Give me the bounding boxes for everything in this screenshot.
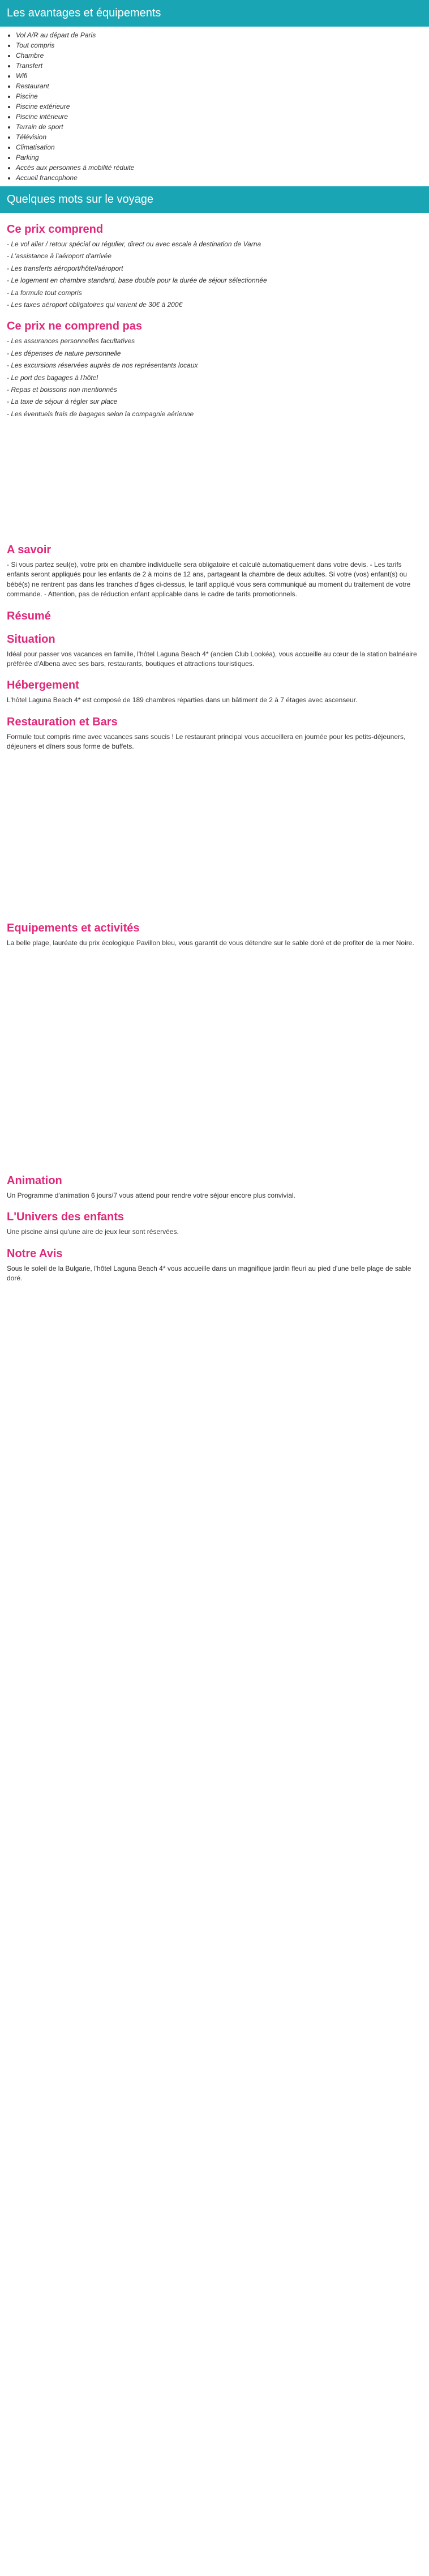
- advantage-item: • Parking: [16, 153, 429, 161]
- situation-title: Situation: [7, 633, 55, 646]
- list-item: - Les assurances personnelles facultatives: [7, 337, 135, 345]
- avis-title: Notre Avis: [7, 1247, 63, 1260]
- animation-text: Un Programme d'animation 6 jours/7 vous attend pour rendre votre séjour encore plus convivial.: [7, 1191, 295, 1199]
- includes-title: Ce prix comprend: [7, 223, 104, 236]
- list-item: - Les excursions réservées auprès de nos représentants locaux: [7, 361, 198, 370]
- includes-list: [0, 240, 429, 310]
- advantage-item: • Chambre: [16, 52, 429, 59]
- advantage-item: • Terrain de sport: [16, 123, 429, 131]
- advantage-item: • Wifi: [16, 72, 429, 80]
- advantage-item: • Tout compris: [16, 41, 429, 49]
- savoir-title: A savoir: [7, 544, 52, 557]
- kids-title: L'Univers des enfants: [7, 1211, 125, 1224]
- advantage-item: • Télévision: [16, 133, 429, 141]
- advantages-list: [16, 31, 429, 182]
- kids-text: Une piscine ainsi qu'une aire de jeux leur sont réservées.: [7, 1228, 179, 1236]
- advantage-item: • Restaurant: [16, 82, 429, 90]
- restauration-text: Formule tout compris rime avec vacances sans soucis ! Le restaurant principal vous accueillera en journée pour les petits-déjeuners, déjeuners et dîners sous forme de buffets.: [7, 732, 406, 751]
- resume-title: Résumé: [7, 609, 51, 622]
- advantage-item: • Piscine: [16, 92, 429, 100]
- hebergement-title: Hébergement: [7, 679, 79, 692]
- advantage-item: • Accès aux personnes à mobilité réduite: [16, 164, 429, 172]
- list-item: - Les dépenses de nature personnelle: [7, 349, 121, 357]
- list-item: - La taxe de séjour à régler sur place: [7, 398, 118, 406]
- advantage-item: • Vol A/R au départ de Paris: [16, 31, 429, 39]
- list-item: - Le logement en chambre standard, base double pour la durée de séjour sélectionnée: [7, 276, 267, 285]
- advantages-header: Les avantages et équipements: [0, 0, 429, 27]
- advantage-item: • Climatisation: [16, 143, 429, 151]
- list-item: - Les transferts aéroport/hôtel/aéroport: [7, 264, 123, 272]
- advantage-item: • Accueil francophone: [16, 174, 429, 182]
- advantage-item: • Piscine intérieure: [16, 113, 429, 121]
- excludes-list: [0, 336, 429, 419]
- savoir-text: - Si vous partez seul(e), votre prix en chambre individuelle sera obligatoire et calculé automatiquement dans votre devis. - Les tarifs enfants seront appliqués pour les enfants de 2 à moins de 12 ans, partageant la chambre de deux adultes. Si votre (vos) enfant(s) ou bébé(s) ne rentrent pas dans les tranches d'âges ci-dessus, le tarif appliqué vous sera communiqué au moment du traitement de votre commande. - Attention, pas de réduction enfant applicable dans le cadre de tarifs promotionnels.: [7, 561, 411, 599]
- list-item: - L'assistance à l'aéroport d'arrivée: [7, 252, 111, 260]
- advantage-item: • Transfert: [16, 62, 429, 70]
- restauration-title: Restauration et Bars: [7, 715, 118, 728]
- situation-text: Idéal pour passer vos vacances en famille, l'hôtel Laguna Beach 4* (ancien Club Lookéa), vous accueille au cœur de la station balnéaire préférée d'Albena avec ses bars, restaurants, boutiques et attractions touristiques.: [7, 650, 417, 668]
- list-item: - Le vol aller / retour spécial ou régulier, direct ou avec escale à destination de Varna: [7, 240, 261, 248]
- list-item: - Les éventuels frais de bagages selon la compagnie aérienne: [7, 409, 194, 418]
- list-item: - Le port des bagages à l'hôtel: [7, 373, 98, 382]
- hebergement-text: L'hôtel Laguna Beach 4* est composé de 189 chambres réparties dans un bâtiment de 2 à 7 étages avec ascenseur.: [7, 696, 358, 704]
- list-item: - Les taxes aéroport obligatoires qui varient de 30€ à 200€: [7, 300, 183, 309]
- advantage-item: • Piscine extérieure: [16, 102, 429, 110]
- equipements-title: Equipements et activités: [7, 921, 140, 934]
- avis-text: Sous le soleil de la Bulgarie, l'hôtel Laguna Beach 4* vous accueille dans un magnifique jardin fleuri au pied d'une belle plage de sable doré.: [7, 1264, 411, 1283]
- list-item: - La formule tout compris: [7, 288, 82, 297]
- equipements-text: La belle plage, lauréate du prix écologique Pavillon bleu, vous garantit de vous détendre sur le sable doré et de profiter de la mer Noire.: [7, 938, 414, 947]
- trip-header: Quelques mots sur le voyage: [0, 186, 429, 213]
- excludes-title: Ce prix ne comprend pas: [7, 320, 142, 333]
- list-item: - Repas et boissons non mentionnés: [7, 385, 117, 394]
- animation-title: Animation: [7, 1174, 62, 1187]
